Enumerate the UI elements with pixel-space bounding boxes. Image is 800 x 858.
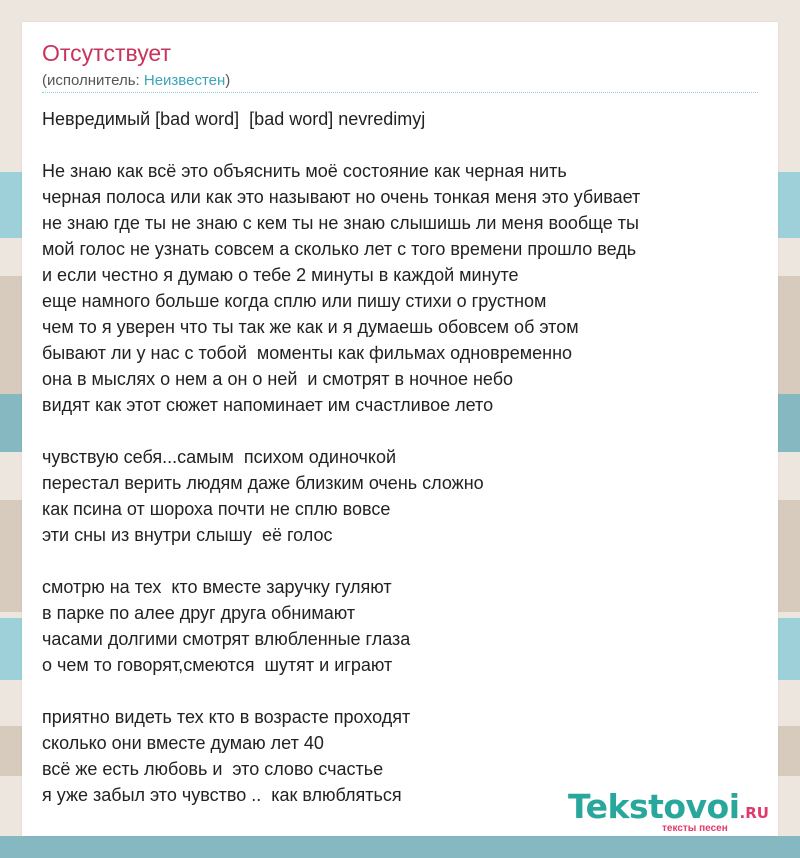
lyric-line: чем то я уверен что ты так же как и я думаешь обовсем об этом: [42, 317, 579, 337]
lyric-line: я уже забыл это чувство .. как влюбляться: [42, 785, 402, 805]
lyric-line: чувствую себя...самым психом одиночкой: [42, 447, 397, 467]
logo-domain: .RU: [739, 804, 769, 822]
lyric-line: видят как этот сюжет напоминает им счастливое лето: [42, 395, 494, 415]
artist-line: [42, 73, 230, 88]
song-title: Отсутствует: [42, 40, 171, 66]
artist-prefix: (исполнитель:: [42, 72, 144, 89]
logo-name: Tekstovoi: [568, 787, 740, 826]
stripe-dark-teal: [0, 836, 800, 858]
lyric-blank-line: [42, 678, 762, 704]
lyric-blank-line: [42, 418, 762, 444]
lyric-line: часами долгими смотрят влюбленные глаза: [42, 629, 411, 649]
lyric-line: Не знаю как всё это объяснить моё состояние как черная нить: [42, 161, 567, 181]
artist-link[interactable]: Неизвестен: [143, 72, 226, 89]
lyric-line: всё же есть любовь и это слово счастье: [42, 759, 384, 779]
lyric-line: бывают ли у нас с тобой моменты как фильмах одновременно: [42, 343, 573, 363]
lyric-line: как псина от шороха почти не сплю вовсе: [42, 499, 391, 519]
artist-suffix: ): [225, 72, 231, 89]
lyric-line: в парке по алее друг друга обнимают: [42, 603, 356, 623]
lyric-line: приятно видеть тех кто в возрасте проходят: [42, 707, 411, 727]
lyrics-text: [42, 106, 762, 808]
lyric-line: она в мыслях о нем а он о ней и смотрят в ночное небо: [42, 369, 514, 389]
tekstovoi-logo[interactable]: [568, 787, 769, 826]
lyrics-card: [22, 22, 778, 836]
lyric-blank-line: [42, 548, 762, 574]
lyric-line: еще намного больше когда сплю или пишу стихи о грустном: [42, 291, 547, 311]
lyric-line: не знаю где ты не знаю с кем ты не знаю слышишь ли меня вообще ты: [42, 213, 639, 233]
lyric-line: сколько они вместе думаю лет 40: [42, 733, 324, 753]
lyric-blank-line: [42, 132, 762, 158]
lyric-line: смотрю на тех кто вместе заручку гуляют: [42, 577, 392, 597]
lyric-line: черная полоса или как это называют но очень тонкая меня это убивает: [42, 187, 641, 207]
lyric-line: перестал верить людям даже близким очень сложно: [42, 473, 484, 493]
logo-tagline: тексты песен: [662, 823, 728, 834]
divider: [42, 92, 758, 93]
lyric-line: и если честно я думаю о тебе 2 минуты в каждой минуте: [42, 265, 519, 285]
lyric-line: Невредимый [bad word] [bad word] nevredimyj: [42, 109, 426, 129]
lyric-line: эти сны из внутри слышу её голос: [42, 525, 333, 545]
lyric-line: о чем то говорят,смеются шутят и играют: [42, 655, 393, 675]
lyric-line: мой голос не узнать совсем а сколько лет с того времени прошло ведь: [42, 239, 637, 259]
